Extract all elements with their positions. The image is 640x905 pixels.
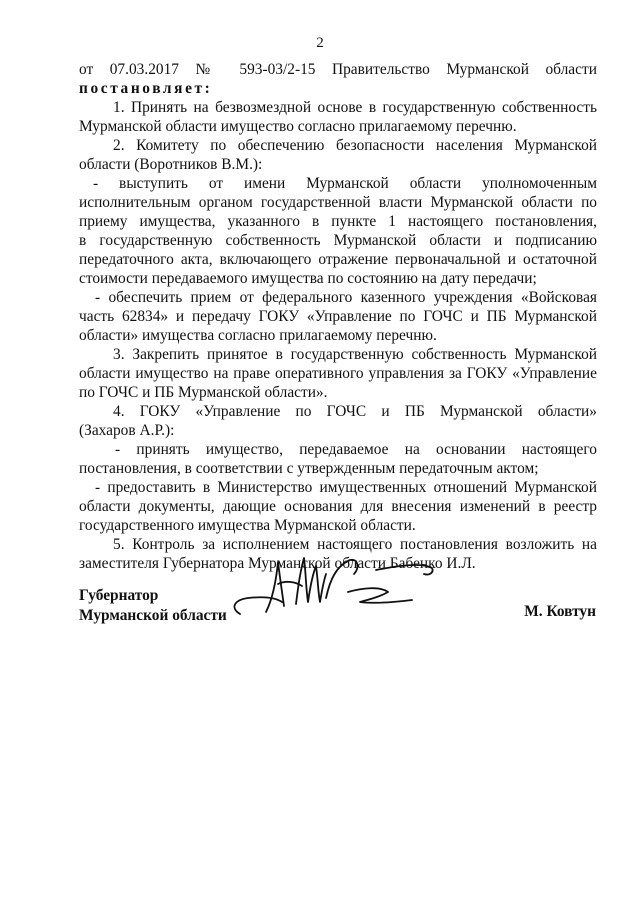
signatory-title-line-2: Мурманской области — [79, 607, 227, 624]
decree-word: постановляет: — [79, 80, 213, 97]
paragraph-line: приему имущества, указанного в пункте 1 настоящего постановления, — [79, 213, 597, 230]
paragraph-line: заместителя Губернатора Мурманской области Бабенко И.Л. — [79, 555, 476, 572]
decree-header-line — [79, 60, 597, 79]
paragraph-line: Мурманской области имущество согласно прилагаемому перечню. — [79, 118, 517, 135]
signatory-title — [79, 586, 227, 626]
paragraph-line: исполнительным органом государственной власти Мурманской области по — [79, 194, 597, 211]
issuer-region: Мурманской — [446, 61, 529, 78]
paragraph-line: области» имущества согласно прилагаемому перечню. — [79, 327, 437, 344]
issuer: Правительство — [332, 61, 430, 78]
paragraph-line: области документы, дающие основания для внесения изменений в реестр — [79, 498, 597, 515]
paragraph-line: по ГОЧС и ПБ Мурманской области». — [79, 384, 328, 401]
decree-date: 07.03.2017 — [109, 61, 179, 78]
page-number: 2 — [316, 35, 324, 51]
decree-number: 593-03/2-15 — [239, 61, 316, 78]
paragraph-line: области имущество на праве оперативного управления за ГОКУ «Управление — [79, 365, 597, 382]
paragraph-line: государственного имущества Мурманской области. — [79, 517, 416, 534]
signatory-name: М. Ковтун — [524, 603, 596, 620]
paragraph-line: 1. Принять на безвозмездной основе в государственную собственность — [113, 99, 597, 116]
paragraph-line: - предоставить в Министерство имущественных отношений Мурманской — [95, 479, 597, 496]
paragraph-line: области (Воротников В.М.): — [79, 156, 263, 173]
paragraph-line: передаточного акта, включающего отражение первоначальной и остаточной — [79, 251, 597, 268]
paragraph-line: 3. Закрепить принятое в государственную собственность Мурманской — [113, 346, 597, 363]
paragraph-line: - выступить от имени Мурманской области уполномоченным — [93, 175, 597, 192]
paragraph-line: 4. ГОКУ «Управление по ГОЧС и ПБ Мурманской области» — [113, 403, 597, 420]
paragraph-line: 2. Комитету по обеспечению безопасности населения Мурманской — [113, 137, 597, 154]
handwritten-signature — [226, 552, 436, 622]
paragraph-line: часть 62834» и передачу ГОКУ «Управление по ГОЧС и ПБ Мурманской — [79, 308, 597, 325]
paragraph-line: в государственную собственность Мурманской области и подписанию — [79, 232, 597, 249]
date-prefix: от — [79, 61, 94, 78]
paragraph-line: стоимости передаваемого имущества по состоянию на дату передачи; — [79, 270, 537, 287]
paragraph-line: 5. Контроль за исполнением настоящего постановления возложить на — [113, 536, 597, 553]
paragraph-line: - обеспечить прием от федерального казенного учреждения «Войсковая — [95, 289, 597, 306]
issuer-region-suffix: области — [545, 61, 597, 78]
paragraph-line: - принять имущество, передаваемое на основании настоящего — [115, 441, 597, 458]
signatory-title-line-1: Губернатор — [79, 587, 159, 604]
number-sign: № — [195, 61, 223, 78]
paragraph-line: постановления, в соответствии с утвержденным передаточным актом; — [79, 460, 539, 477]
paragraph-line: (Захаров А.Р.): — [79, 422, 175, 439]
